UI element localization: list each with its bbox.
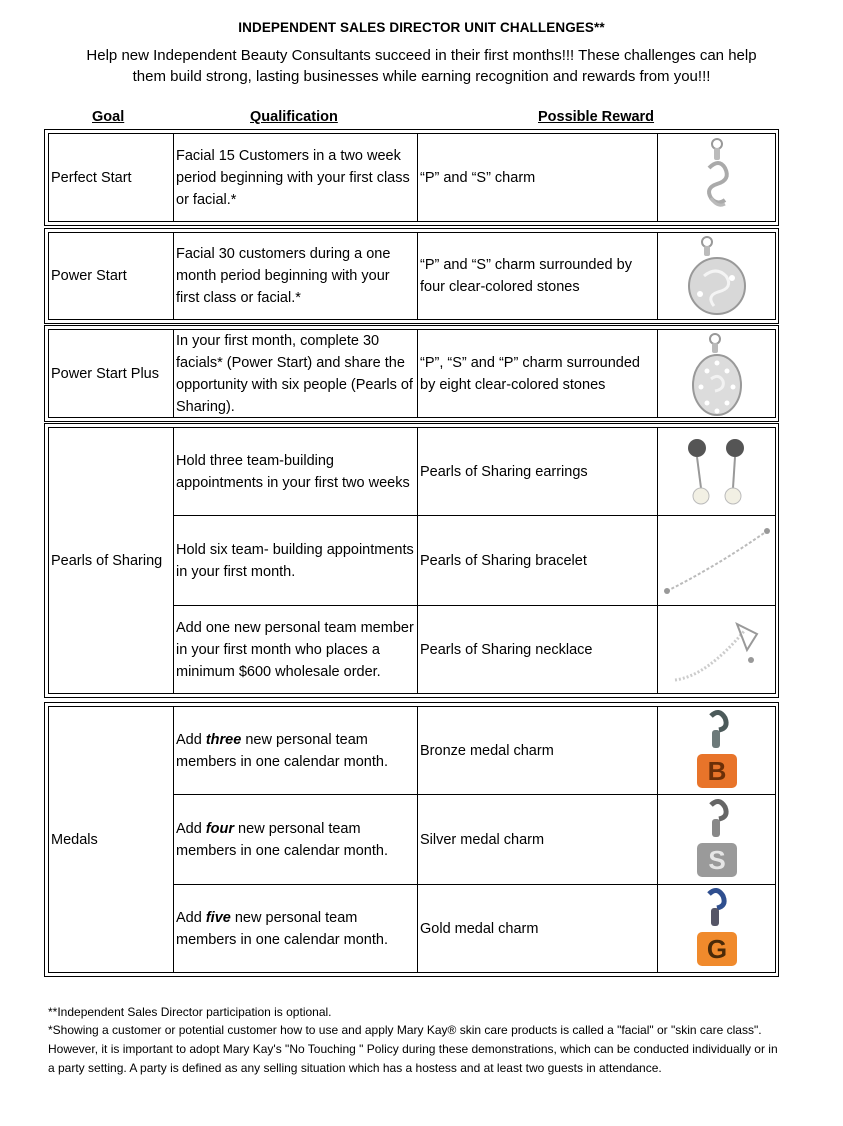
qualification-power-start: Facial 30 customers during a one month period beginning with your first class or facial.*	[173, 232, 418, 320]
qualification-gold	[173, 884, 418, 973]
pearl-earrings-icon	[657, 427, 776, 516]
goal-medals: Medals	[48, 706, 174, 973]
reward-power-start: “P” and “S” charm surrounded by four clear-colored stones	[417, 232, 658, 320]
qualification-bronze	[173, 706, 418, 795]
bronze-medal-b-charm-icon	[657, 706, 776, 795]
qualification-pearls-bracelet: Hold six team- building appointments in your first month.	[173, 515, 418, 606]
reward-pearls-earrings: Pearls of Sharing earrings	[417, 427, 658, 516]
qualification-pearls-earrings: Hold three team-building appointments in your first two weeks	[173, 427, 418, 516]
header-goal: Goal	[92, 109, 125, 125]
svg-text:B: B	[707, 755, 726, 786]
goal-pearls-of-sharing: Pearls of Sharing	[48, 427, 174, 694]
gold-medal-g-charm-icon	[657, 884, 776, 973]
qualification-pearls-necklace: Add one new personal team member in your first month who places a minimum $600 wholesale order.	[173, 605, 418, 694]
goal-power-start: Power Start	[48, 232, 174, 320]
section-pearls-of-sharing	[44, 423, 779, 698]
q-suffix: new personal team members in one calendar month.	[176, 909, 388, 948]
reward-pearls-necklace: Pearls of Sharing necklace	[417, 605, 658, 694]
footnote-director-optional: **Independent Sales Director participation is optional.	[48, 1005, 332, 1019]
footnote-facial-definition: *Showing a customer or potential customer how to use and apply Mary Kay® skin care products is called a "facial" or "skin care class". However, it is important to adopt Mary Kay's "No Touching " Policy during these demonstrations, which can be conducted individually or in a party setting. A party is defined as any selling situation which has a hostess and at least two guests in attendance.	[48, 1023, 778, 1075]
ps-charm-icon	[657, 133, 776, 222]
pearl-necklace-icon	[657, 605, 776, 694]
qualification-power-start-plus: In your first month, complete 30 facials* (Power Start) and share the opportunity with six people (Pearls of Sharing).	[173, 329, 418, 418]
psp-charm-eight-stones-icon	[657, 329, 776, 418]
svg-text:S: S	[707, 844, 726, 875]
reward-bronze: Bronze medal charm	[417, 706, 658, 795]
qualification-perfect-start: Facial 15 Customers in a two week period beginning with your first class or facial.*	[173, 133, 418, 222]
q-emphasis: three	[205, 731, 242, 748]
section-perfect-start	[44, 129, 779, 226]
q-prefix: Add	[176, 731, 206, 748]
q-emphasis: five	[205, 909, 231, 926]
silver-medal-s-charm-icon	[657, 794, 776, 885]
section-medals	[44, 702, 779, 977]
goal-perfect-start: Perfect Start	[48, 133, 174, 222]
svg-text:G: G	[706, 933, 727, 964]
q-emphasis: four	[205, 820, 235, 837]
q-prefix: Add	[176, 820, 206, 837]
goal-power-start-plus: Power Start Plus	[48, 329, 174, 418]
ps-charm-four-stones-icon	[657, 232, 776, 320]
subtitle-line-2: them build strong, lasting businesses while earning recognition and rewards from you!!!	[132, 68, 711, 85]
q-suffix: new personal team members in one calendar month.	[176, 731, 388, 770]
q-prefix: Add	[176, 909, 206, 926]
section-power-start-plus	[44, 325, 779, 422]
qualification-silver	[173, 794, 418, 885]
header-qualification: Qualification	[250, 109, 338, 125]
page-subtitle	[40, 45, 803, 87]
reward-silver: Silver medal charm	[417, 794, 658, 885]
header-reward: Possible Reward	[538, 109, 655, 125]
pearl-bracelet-icon	[657, 515, 776, 606]
page-title: INDEPENDENT SALES DIRECTOR UNIT CHALLENGES**	[238, 20, 605, 35]
reward-power-start-plus: “P”, “S” and “P” charm surrounded by eight clear-colored stones	[417, 329, 658, 418]
subtitle-line-1: Help new Independent Beauty Consultants succeed in their first months!!! These challenges can help	[86, 47, 757, 64]
reward-perfect-start: “P” and “S” charm	[417, 133, 658, 222]
reward-gold: Gold medal charm	[417, 884, 658, 973]
q-suffix: new personal team members in one calendar month.	[176, 820, 388, 859]
reward-pearls-bracelet: Pearls of Sharing bracelet	[417, 515, 658, 606]
section-power-start	[44, 228, 779, 324]
